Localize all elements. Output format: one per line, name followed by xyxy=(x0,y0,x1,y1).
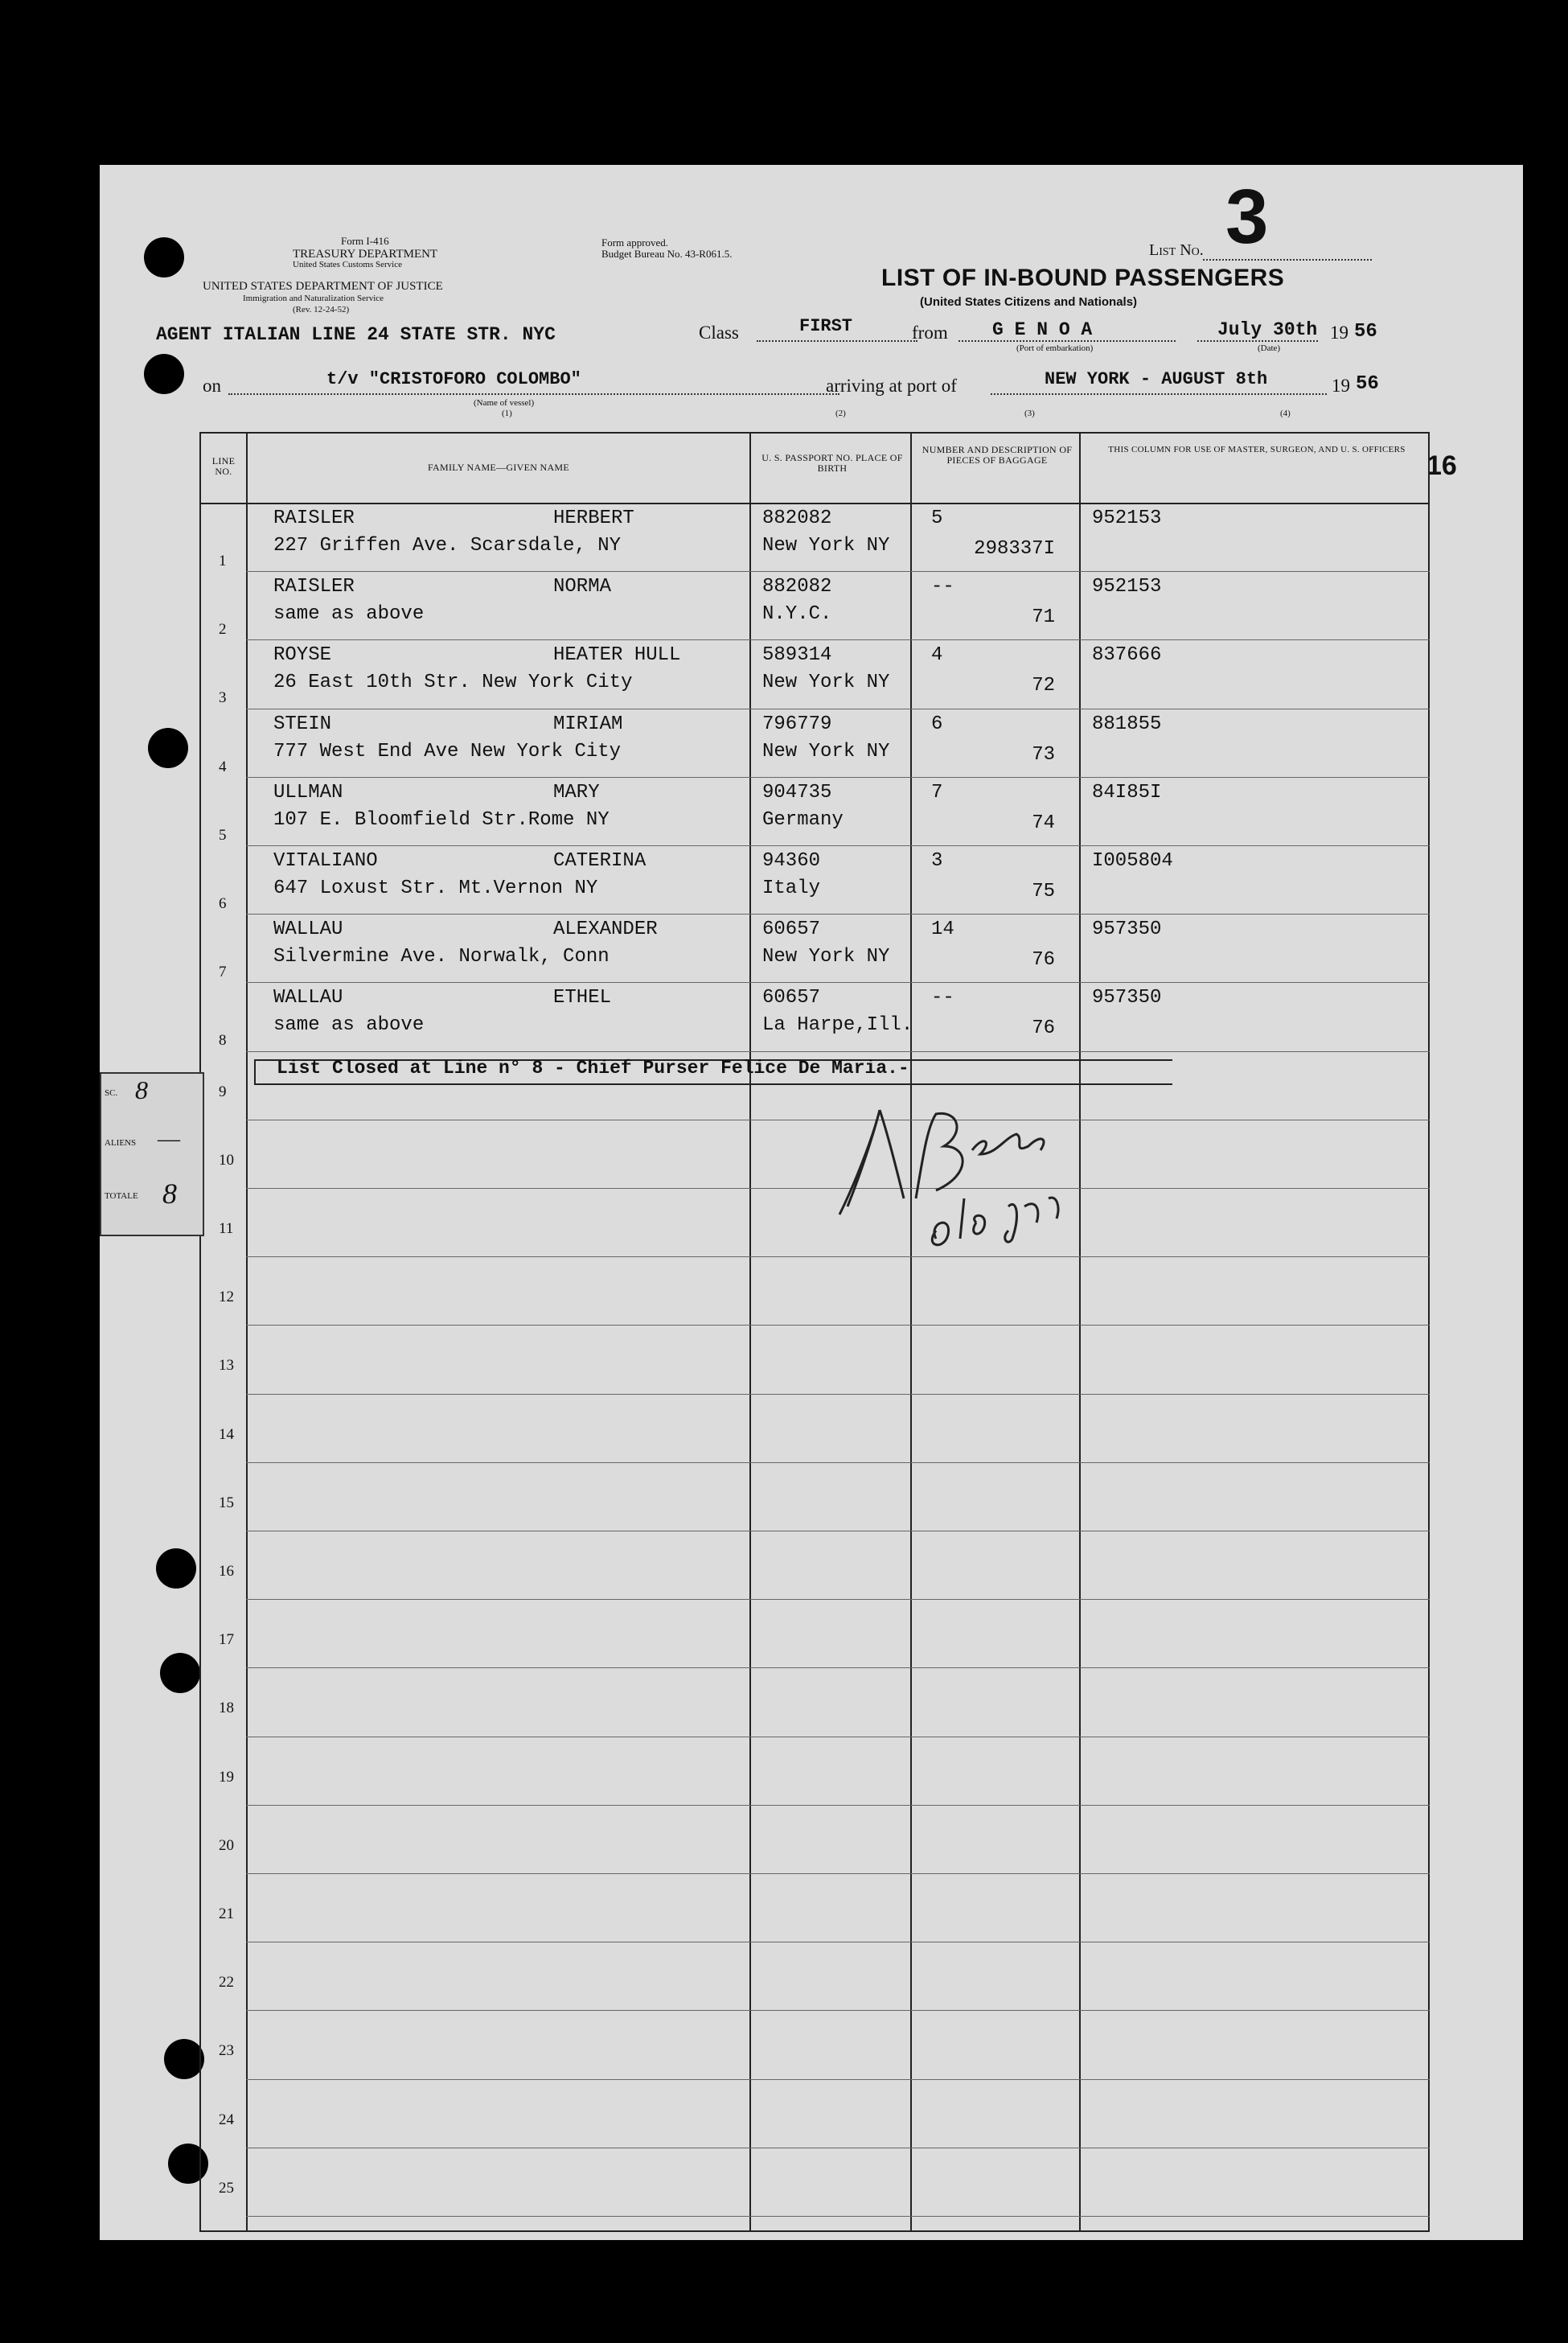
punch-hole xyxy=(144,237,184,277)
given-name: CATERINA xyxy=(553,850,646,872)
line-number: 5 xyxy=(219,826,227,844)
address: 26 East 10th Str. New York City xyxy=(273,672,633,694)
line-number: 14 xyxy=(219,1425,234,1443)
customs-service: United States Customs Service xyxy=(293,260,402,269)
baggage-desc: 74 xyxy=(1032,812,1055,834)
line-number: 13 xyxy=(219,1357,234,1375)
page-number: 16 xyxy=(1426,450,1457,481)
place-of-birth: La Harpe,Ill. xyxy=(762,1014,913,1037)
passport-number: 882082 xyxy=(762,576,832,598)
form-number: Form I-416 xyxy=(341,235,389,247)
caption-2: (2) xyxy=(835,409,846,418)
caption-1: (1) xyxy=(502,409,512,418)
col-border xyxy=(1079,432,1081,2232)
address: 107 E. Bloomfield Str.Rome NY xyxy=(273,808,610,831)
family-name: WALLAU xyxy=(273,987,343,1009)
family-name: VITALIANO xyxy=(273,850,378,872)
vessel-line xyxy=(228,393,839,395)
line-number: 20 xyxy=(219,1836,234,1854)
line-number: 17 xyxy=(219,1631,234,1649)
family-name: ROYSE xyxy=(273,644,332,667)
class-label: Class xyxy=(699,323,739,343)
officer-number: 837666 xyxy=(1092,644,1162,667)
row-divider xyxy=(246,1325,1430,1326)
passport-number: 94360 xyxy=(762,850,821,872)
place-of-birth: N.Y.C. xyxy=(762,603,832,626)
stamp-label-3: TOTALE xyxy=(105,1191,138,1201)
baggage-desc: 76 xyxy=(1032,1017,1055,1040)
baggage-count: -- xyxy=(931,987,954,1009)
col-border xyxy=(246,432,248,2232)
row-divider xyxy=(246,1599,1430,1600)
line-number: 8 xyxy=(219,1032,227,1050)
given-name: HERBERT xyxy=(553,508,634,529)
family-name: STEIN xyxy=(273,713,332,735)
col-head-passport: U. S. PASSPORT NO. PLACE OF BIRTH xyxy=(761,452,903,474)
list-number: 3 xyxy=(1225,174,1269,260)
arrival-year-prefix: 19 xyxy=(1332,376,1350,396)
address: same as above xyxy=(273,603,425,626)
arrival-line xyxy=(991,393,1327,395)
given-name: HEATER HULL xyxy=(553,644,681,667)
baggage-count: -- xyxy=(931,576,954,598)
line-number: 1 xyxy=(219,553,227,569)
stamp-label-1: SC. xyxy=(105,1088,118,1098)
given-name: ETHEL xyxy=(553,987,612,1009)
from-value: G E N O A xyxy=(992,319,1093,340)
page-subtitle: (United States Citizens and Nationals) xyxy=(920,295,1138,309)
officer-number: 84I85I xyxy=(1092,781,1162,804)
header-bottom-border xyxy=(199,503,1430,504)
justice-dept: UNITED STATES DEPARTMENT OF JUSTICE xyxy=(203,280,443,293)
year-prefix: 19 xyxy=(1330,323,1348,343)
form-approved: Form approved. xyxy=(601,236,669,249)
caption-4: (4) xyxy=(1280,409,1291,418)
line-number: 19 xyxy=(219,1768,234,1786)
col-head-baggage: NUMBER AND DESCRIPTION OF PIECES OF BAGGAGE xyxy=(922,444,1073,466)
baggage-desc: 71 xyxy=(1032,606,1055,629)
arrival-value: NEW YORK - AUGUST 8th xyxy=(1045,369,1268,389)
agent-line: AGENT ITALIAN LINE 24 STATE STR. NYC xyxy=(156,324,556,345)
line-number: 7 xyxy=(219,964,227,981)
arrival-year: 56 xyxy=(1356,373,1379,395)
class-line xyxy=(757,340,917,342)
stamp-value-1: 8 xyxy=(135,1075,148,1104)
col-head-line: LINE NO. xyxy=(211,455,236,477)
year-value: 56 xyxy=(1354,321,1377,343)
officer-number: 952153 xyxy=(1092,576,1162,598)
row-divider xyxy=(246,777,1430,778)
row-divider xyxy=(246,914,1430,915)
passport-number: 60657 xyxy=(762,987,821,1009)
baggage-count: 7 xyxy=(931,781,943,804)
baggage-count: 5 xyxy=(931,508,943,529)
punch-hole xyxy=(160,1653,200,1693)
passport-number: 904735 xyxy=(762,781,832,804)
page-title: LIST OF IN-BOUND PASSENGERS xyxy=(881,265,1285,291)
officer-number: 881855 xyxy=(1092,713,1162,735)
place-of-birth: New York NY xyxy=(762,535,890,557)
form-revision: (Rev. 12-24-52) xyxy=(293,305,350,314)
row-divider xyxy=(246,845,1430,846)
given-name: NORMA xyxy=(553,576,612,598)
table-top-border xyxy=(199,432,1430,434)
closing-note: List Closed at Line n° 8 - Chief Purser Felice De Maria.- xyxy=(277,1058,909,1079)
punch-hole xyxy=(144,354,184,394)
line-number: 10 xyxy=(219,1151,234,1169)
stamp-value-3: 8 xyxy=(162,1178,177,1210)
class-value: FIRST xyxy=(799,316,853,336)
date-line xyxy=(1197,340,1318,342)
officer-number: I005804 xyxy=(1092,850,1173,872)
address: 647 Loxust Str. Mt.Vernon NY xyxy=(273,878,598,899)
line-number: 15 xyxy=(219,1494,234,1511)
stamp-label-2: ALIENS xyxy=(105,1138,137,1148)
line-number: 12 xyxy=(219,1289,234,1306)
row-divider xyxy=(246,1805,1430,1806)
treasury-dept: TREASURY DEPARTMENT xyxy=(293,248,438,261)
caption-3: (3) xyxy=(1024,409,1035,418)
line-number: 4 xyxy=(219,758,227,775)
line-number: 24 xyxy=(219,2111,234,2128)
address: same as above xyxy=(273,1014,425,1037)
address: 227 Griffen Ave. Scarsdale, NY xyxy=(273,535,622,557)
line-number: 2 xyxy=(219,621,227,639)
vessel-name: t/v "CRISTOFORO COLOMBO" xyxy=(326,369,581,389)
given-name: ALEXANDER xyxy=(553,919,658,941)
col-border xyxy=(199,432,201,2232)
list-no-label: List No. xyxy=(1149,241,1204,259)
ins-service: Immigration and Naturalization Service xyxy=(243,294,384,303)
row-divider xyxy=(246,982,1430,983)
col-head-officers: THIS COLUMN FOR USE OF MASTER, SURGEON, AND U. S. OFFICERS xyxy=(1108,445,1406,454)
officer-signature xyxy=(815,1078,1105,1263)
baggage-count: 3 xyxy=(931,850,943,872)
date-caption: (Date) xyxy=(1258,343,1281,353)
family-name: ULLMAN xyxy=(273,781,343,804)
vessel-caption: (Name of vessel) xyxy=(474,398,535,408)
place-of-birth: New York NY xyxy=(762,672,890,694)
line-number: 9 xyxy=(219,1083,227,1100)
row-divider xyxy=(246,1462,1430,1463)
baggage-desc: 72 xyxy=(1032,675,1055,697)
baggage-count: 14 xyxy=(931,919,954,941)
place-of-birth: New York NY xyxy=(762,946,890,968)
officer-number: 957350 xyxy=(1092,987,1162,1009)
punch-hole xyxy=(148,728,188,768)
line-number: 25 xyxy=(219,2179,234,2197)
given-name: MARY xyxy=(553,781,600,804)
tally-stamp xyxy=(100,1072,204,1236)
row-divider xyxy=(246,571,1430,572)
line-number: 11 xyxy=(219,1220,234,1237)
family-name: RAISLER xyxy=(273,508,355,529)
stamp-value-2: — xyxy=(158,1127,180,1152)
baggage-count: 6 xyxy=(931,713,943,735)
row-divider xyxy=(246,1873,1430,1874)
address: Silvermine Ave. Norwalk, Conn xyxy=(273,946,610,968)
family-name: RAISLER xyxy=(273,576,355,598)
passport-number: 60657 xyxy=(762,919,821,941)
table-bottom-border xyxy=(199,2230,1430,2232)
place-of-birth: Italy xyxy=(762,878,821,899)
col-head-name: FAMILY NAME—GIVEN NAME xyxy=(427,462,570,473)
baggage-desc: 75 xyxy=(1032,881,1055,902)
punch-hole xyxy=(156,1548,196,1589)
col-border xyxy=(1428,432,1430,2232)
baggage-count: 4 xyxy=(931,644,943,667)
line-number: 6 xyxy=(219,895,227,912)
place-of-birth: New York NY xyxy=(762,740,890,763)
col-border xyxy=(749,432,751,2232)
arriving-label: arriving at port of xyxy=(826,376,957,396)
line-number: 22 xyxy=(219,1974,234,1992)
budget-bureau: Budget Bureau No. 43-R061.5. xyxy=(601,248,733,260)
from-label: from xyxy=(912,323,948,343)
line-number: 21 xyxy=(219,1905,234,1922)
punch-hole xyxy=(164,2039,204,2079)
line-number: 18 xyxy=(219,1700,234,1717)
row-divider xyxy=(246,2216,1430,2217)
address: 777 West End Ave New York City xyxy=(273,740,622,763)
officer-number: 957350 xyxy=(1092,919,1162,941)
line-number: 23 xyxy=(219,2042,234,2060)
row-divider xyxy=(246,1051,1430,1052)
line-number: 16 xyxy=(219,1563,234,1580)
on-label: on xyxy=(203,376,221,396)
baggage-desc: 298337I xyxy=(974,538,1055,560)
passport-number: 882082 xyxy=(762,508,832,529)
passport-number: 796779 xyxy=(762,713,832,735)
from-line xyxy=(958,340,1176,342)
line-number: 3 xyxy=(219,689,227,707)
row-divider xyxy=(246,2010,1430,2011)
list-no-line xyxy=(1203,259,1372,261)
manifest-page xyxy=(100,165,1523,2240)
given-name: MIRIAM xyxy=(553,713,623,735)
family-name: WALLAU xyxy=(273,919,343,941)
port-embark-caption: (Port of embarkation) xyxy=(1016,343,1094,353)
row-divider xyxy=(246,1667,1430,1668)
col-border xyxy=(910,432,912,2232)
baggage-desc: 73 xyxy=(1032,743,1055,766)
officer-number: 952153 xyxy=(1092,508,1162,529)
place-of-birth: Germany xyxy=(762,808,844,831)
passenger-table xyxy=(199,432,1430,2232)
passport-number: 589314 xyxy=(762,644,832,667)
date-value: July 30th xyxy=(1217,319,1318,340)
row-divider xyxy=(246,2079,1430,2080)
row-divider xyxy=(246,639,1430,640)
row-divider xyxy=(246,1394,1430,1395)
baggage-desc: 76 xyxy=(1032,949,1055,972)
